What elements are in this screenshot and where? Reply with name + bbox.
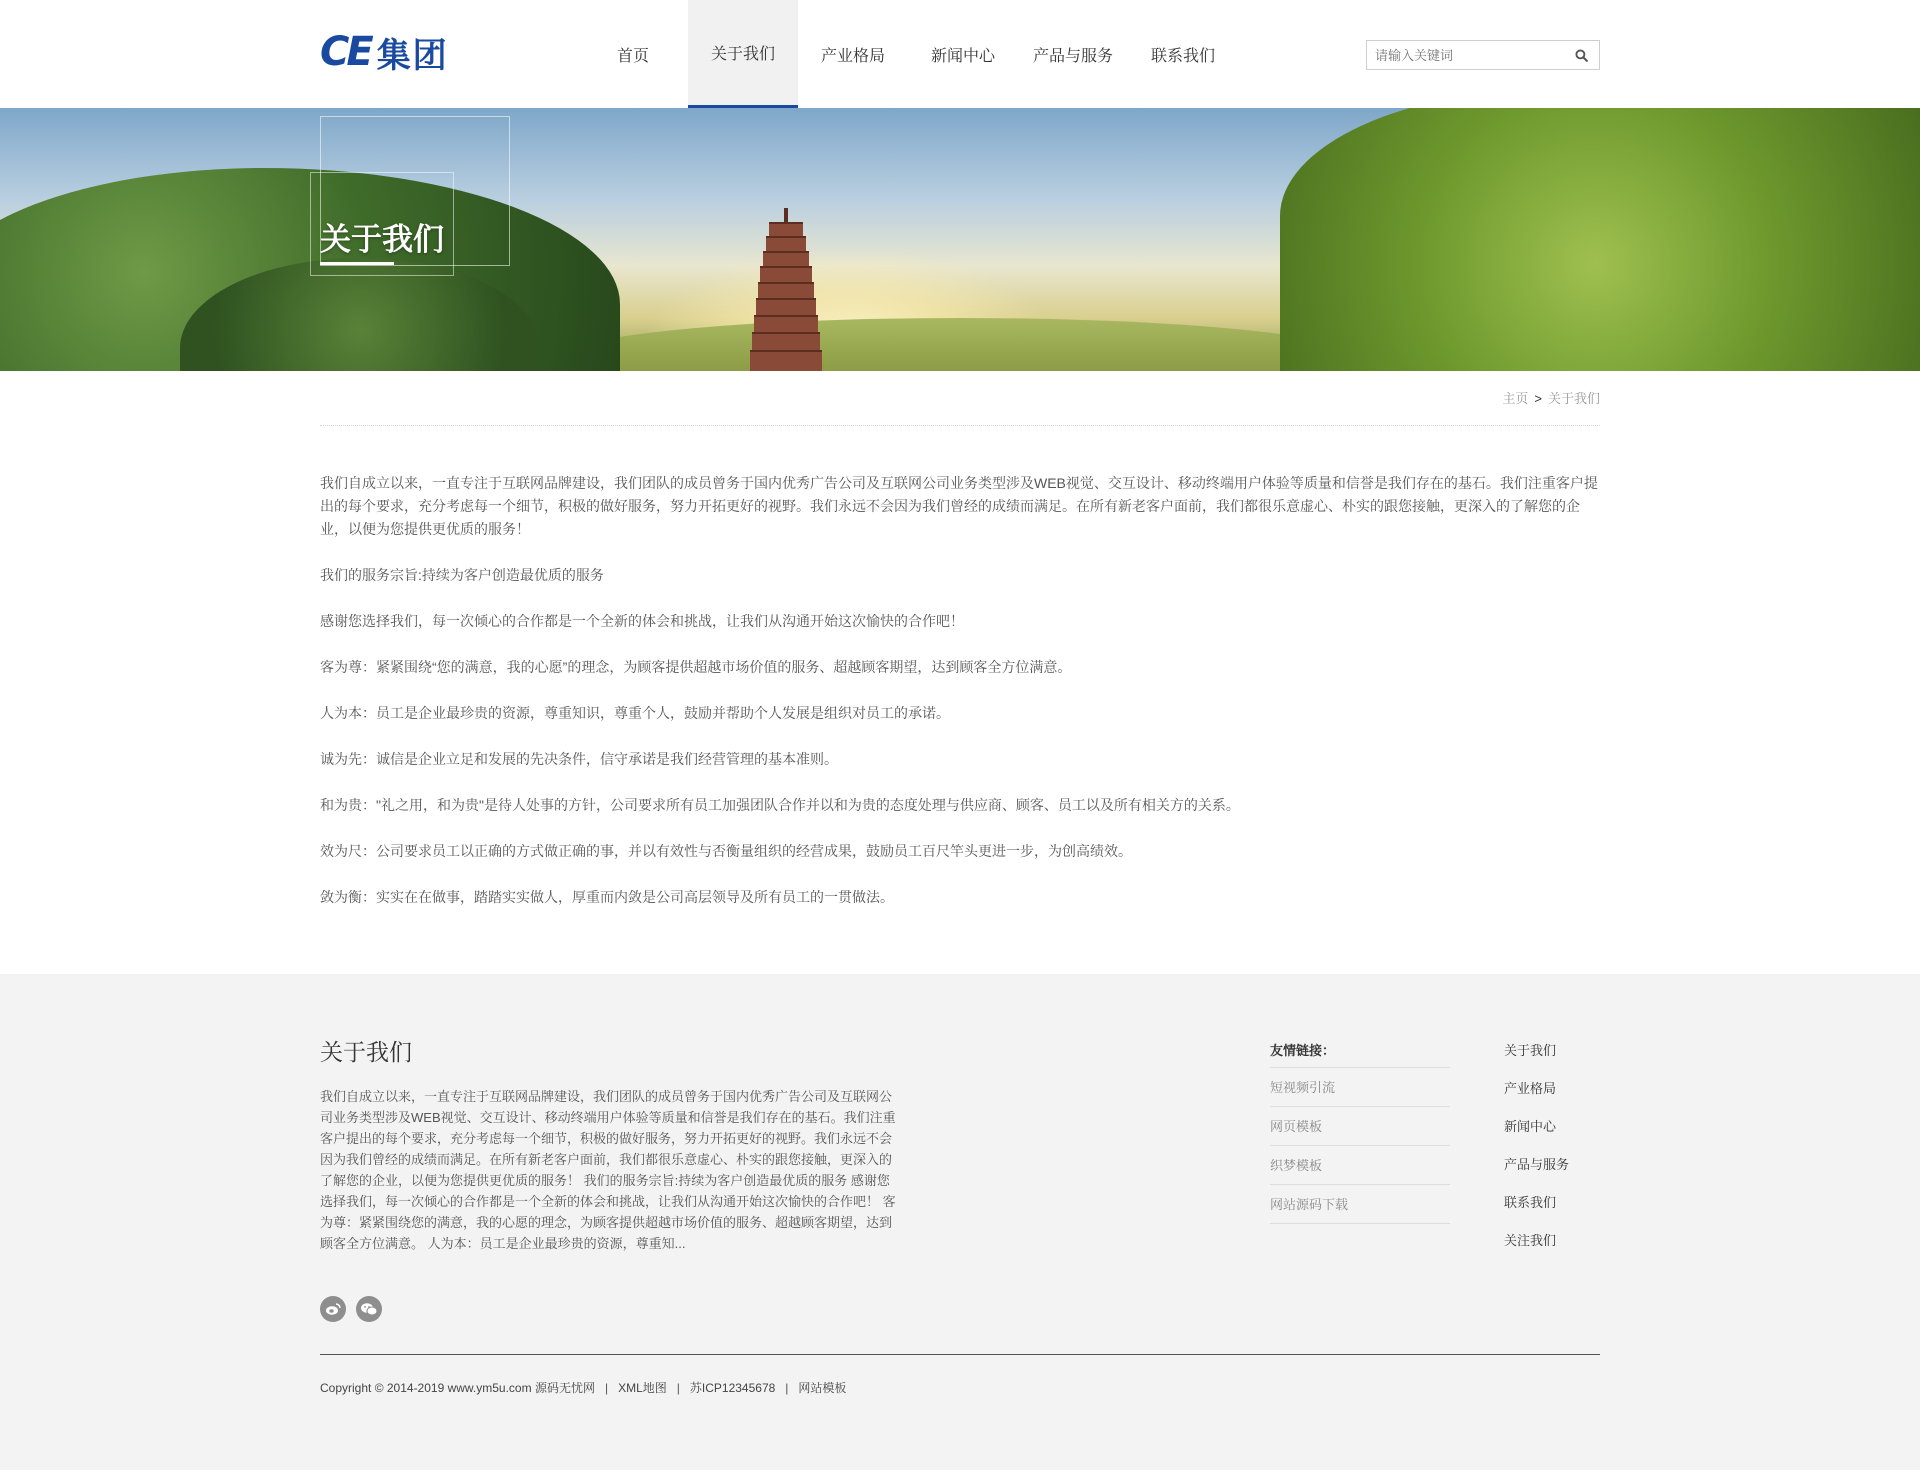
content-paragraph: 感谢您选择我们，每一次倾心的合作都是一个全新的体会和挑战，让我们从沟通开始这次愉快的合作吧！	[320, 613, 964, 629]
page-banner	[0, 108, 1920, 371]
breadcrumb-divider	[320, 425, 1600, 426]
friend-link[interactable]: 织梦模板	[1270, 1146, 1450, 1185]
site-footer	[0, 974, 1920, 1470]
breadcrumb	[1400, 388, 1600, 407]
friend-link[interactable]: 短视频引流	[1270, 1068, 1450, 1107]
nav-item-home[interactable]: 首页	[616, 47, 649, 65]
search-button[interactable]	[1563, 41, 1599, 69]
search-icon	[1575, 49, 1588, 62]
separator-bar: |	[676, 1381, 680, 1395]
footer-nav-products[interactable]: 产品与服务	[1504, 1157, 1570, 1172]
footer-divider	[320, 1354, 1600, 1355]
footer-nav-contact[interactable]: 联系我们	[1504, 1195, 1557, 1210]
nav-item-contact[interactable]: 联系我们	[1150, 47, 1215, 65]
content-paragraph: 我们自成立以来，一直专注于互联网品牌建设，我们团队的成员曾务于国内优秀广告公司及互联网公司业务类型涉及WEB视觉、交互设计、移动终端用户体验等质量和信誉是我们存在的基石。我们注重客户提出的每个要求，充分考虑每一个细节，积极的做好服务，努力开拓更好的视野。我们永远不会因为我们曾经的成绩而满足。在所有新老客户面前，我们都很乐意虚心、朴实的跟您接触，更深入的了解您的企业，以便为您提供更优质的服务！	[320, 475, 1598, 537]
site-logo[interactable]	[320, 29, 449, 76]
social-icons	[320, 1296, 382, 1322]
search-input[interactable]	[1367, 41, 1563, 69]
banner-pagoda	[748, 208, 824, 371]
friend-link[interactable]: 网页模板	[1270, 1107, 1450, 1146]
content-paragraph: 我们的服务宗旨:持续为客户创造最优质的服务	[320, 567, 604, 583]
wechat-glyph	[360, 1302, 378, 1316]
banner-title: 关于我们	[320, 222, 444, 257]
footer-nav-industry[interactable]: 产业格局	[1504, 1081, 1557, 1096]
xml-sitemap-link[interactable]: XML地图	[618, 1381, 667, 1395]
content-paragraph: 敛为衡：实实在在做事，踏踏实实做人，厚重而内敛是公司高层领导及所有员工的一贯做法。	[320, 889, 894, 905]
copyright-bar	[320, 1379, 846, 1396]
logo-cn: 集团	[376, 35, 449, 76]
footer-nav-follow[interactable]: 关注我们	[1504, 1233, 1557, 1248]
breadcrumb-separator: >	[1534, 391, 1542, 406]
content-paragraph: 人为本：员工是企业最珍贵的资源，尊重知识，尊重个人，鼓励并帮助个人发展是组织对员工的承诺。	[320, 705, 950, 721]
site-template-link[interactable]: 网站模板	[798, 1381, 847, 1395]
footer-about-title: 关于我们	[320, 1039, 412, 1065]
site-header	[0, 0, 1920, 108]
weibo-icon[interactable]	[320, 1296, 346, 1322]
logo-latin: CE	[320, 29, 371, 75]
friend-links-title: 友情链接：	[1270, 1040, 1450, 1068]
footer-about-text: 我们自成立以来，一直专注于互联网品牌建设，我们团队的成员曾务于国内优秀广告公司及互联网公司业务类型涉及WEB视觉、交互设计、移动终端用户体验等质量和信誉是我们存在的基石。我们注重客户提出的每个要求，充分考虑每一个细节，积极的做好服务，努力开拓更好的视野。我们永远不会因为我们曾经的成绩而满足。在所有新老客户面前，我们都很乐意虚心、朴实的跟您接触，更深入的了解您的企业，以便为您提供更优质的服务！ 我们的服务宗旨:持续为客户创造最优质的服务 感谢您选择我们，每一次倾心的合作都是一个全新的体会和挑战，让我们从沟通开始这次愉快的合作吧！ 客为尊：紧紧围绕您的满意，我的心愿的理念，为顾客提供超越市场价值的服务、超越顾客期望，达到顾客全方位满意。 人为本：员工是企业最珍贵的资源，尊重知...	[320, 1089, 896, 1251]
breadcrumb-current[interactable]: 关于我们	[1547, 391, 1600, 406]
content-paragraph: 诚为先：诚信是企业立足和发展的先决条件，信守承诺是我们经营管理的基本准则。	[320, 751, 838, 767]
footer-nav-about[interactable]: 关于我们	[1504, 1043, 1557, 1058]
icp-link[interactable]: 苏ICP12345678	[689, 1381, 776, 1395]
footer-nav	[1504, 1040, 1604, 1268]
banner-title-underline	[320, 262, 394, 265]
footer-nav-news[interactable]: 新闻中心	[1504, 1119, 1557, 1134]
friend-link[interactable]: 网站源码下载	[1270, 1185, 1450, 1224]
content-paragraph: 和为贵："礼之用，和为贵"是待人处事的方针，公司要求所有员工加强团队合作并以和为贵的态度处理与供应商、顾客、员工以及所有相关方的关系。	[320, 797, 1240, 813]
content-paragraph: 客为尊：紧紧围绕“您的满意，我的心愿”的理念，为顾客提供超越市场价值的服务、超越顾客期望，达到顾客全方位满意。	[320, 659, 1072, 675]
wechat-icon[interactable]	[356, 1296, 382, 1322]
friend-links	[1270, 1040, 1450, 1224]
separator-bar: |	[785, 1381, 789, 1395]
search-box	[1366, 40, 1600, 70]
nav-item-industry[interactable]: 产业格局	[820, 47, 885, 65]
about-content	[320, 472, 1600, 932]
nav-item-products[interactable]: 产品与服务	[1032, 47, 1113, 65]
main-nav	[578, 0, 1238, 108]
nav-item-about[interactable]: 关于我们	[688, 0, 798, 108]
breadcrumb-home[interactable]: 主页	[1502, 391, 1529, 406]
separator-bar: |	[604, 1381, 609, 1395]
weibo-glyph	[325, 1302, 341, 1316]
copyright-text[interactable]: Copyright © 2014-2019 www.ym5u.com 源码无忧网	[320, 1381, 595, 1395]
banner-willow-right	[1280, 108, 1920, 371]
nav-item-news[interactable]: 新闻中心	[930, 47, 995, 65]
content-paragraph: 效为尺：公司要求员工以正确的方式做正确的事，并以有效性与否衡量组织的经营成果，鼓励员工百尺竿头更进一步，为创高绩效。	[320, 843, 1132, 859]
